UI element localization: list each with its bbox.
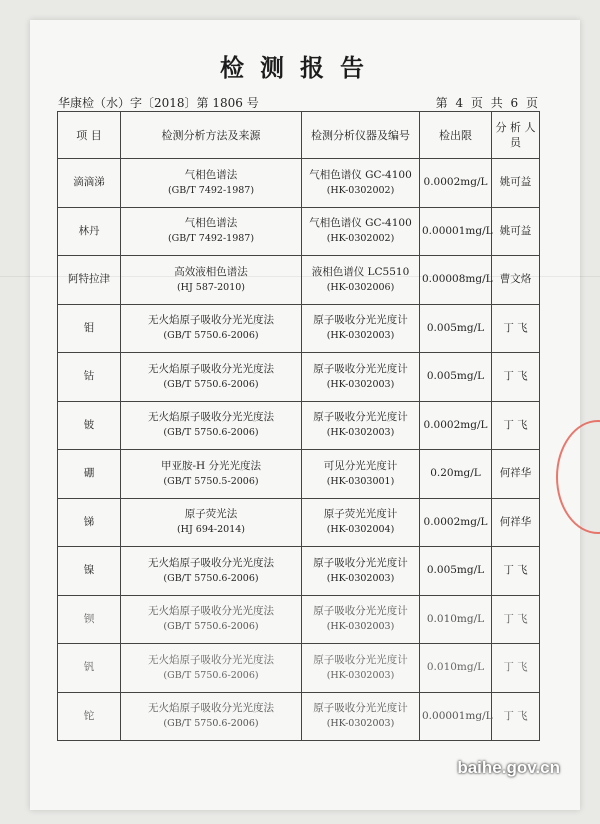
instrument-name: 原子吸收分光光度计 [313, 653, 408, 666]
limit-cell: 0.0002mg/L [420, 159, 492, 208]
header-method: 检测分析方法及来源 [121, 112, 302, 159]
analyst-cell: 何祥华 [492, 450, 540, 499]
instrument-name: 原子吸收分光光度计 [313, 362, 408, 375]
method-cell [121, 353, 302, 402]
report-title: 检测报告 [220, 53, 380, 82]
limit-cell: 0.010mg/L [420, 644, 492, 693]
instrument-cell [302, 401, 420, 450]
item-cell: 镍 [58, 547, 121, 596]
instrument-cell [302, 304, 420, 353]
item-cell: 阿特拉津 [58, 256, 121, 305]
table-row [58, 304, 540, 353]
method-name: 高效液相色谱法 [174, 265, 248, 278]
instrument-cell [302, 692, 420, 741]
item-cell: 铊 [58, 692, 121, 741]
method-standard: (GB/T 7492-1987) [167, 233, 255, 245]
analyst-cell: 丁 飞 [492, 401, 540, 450]
instrument-name: 原子吸收分光光度计 [313, 702, 408, 715]
limit-cell: 0.00008mg/L [420, 256, 492, 305]
instrument-id: (HK-0302003) [326, 427, 395, 439]
instrument-id: (HK-0302002) [326, 184, 395, 196]
item-cell: 钡 [58, 595, 121, 644]
method-cell [121, 644, 302, 693]
method-cell [121, 207, 302, 256]
table-row [58, 207, 540, 256]
report-number: 华康检（水）字〔2018〕第 1806 号 [58, 96, 259, 110]
table-row [58, 595, 540, 644]
method-name: 无火焰原子吸收分光光度法 [148, 556, 274, 569]
instrument-cell [302, 256, 420, 305]
method-name: 无火焰原子吸收分光光度法 [148, 314, 274, 327]
method-standard: (GB/T 5750.6-2006) [163, 427, 259, 439]
header-instrument: 检测分析仪器及编号 [302, 112, 420, 159]
header-limit: 检出限 [420, 112, 492, 159]
limit-cell: 0.00001mg/L [420, 207, 492, 256]
instrument-id: (HK-0302003) [326, 572, 395, 584]
site-watermark: baihe.gov.cn [457, 758, 560, 777]
method-name: 无火焰原子吸收分光光度法 [148, 653, 274, 666]
method-standard: (GB/T 5750.6-2006) [163, 378, 259, 390]
table-header-row [58, 112, 540, 159]
method-name: 气相色谱法 [184, 217, 238, 230]
method-standard: (GB/T 5750.5-2006) [163, 475, 259, 487]
instrument-cell [302, 644, 420, 693]
analyst-cell: 丁 飞 [492, 304, 540, 353]
instrument-cell [302, 353, 420, 402]
instrument-id: (HK-0302003) [326, 330, 395, 342]
table-row [58, 498, 540, 547]
instrument-id: (HK-0303001) [326, 475, 395, 487]
method-cell [121, 304, 302, 353]
instrument-id: (HK-0302006) [326, 281, 395, 293]
method-name: 无火焰原子吸收分光光度法 [148, 605, 274, 618]
instrument-name: 原子吸收分光光度计 [313, 314, 408, 327]
method-standard: (GB/T 5750.6-2006) [163, 621, 259, 633]
instrument-name: 原子荧光光度计 [323, 508, 398, 521]
limit-cell: 0.0002mg/L [420, 498, 492, 547]
instrument-cell [302, 159, 420, 208]
table-row [58, 159, 540, 208]
limit-cell: 0.20mg/L [420, 450, 492, 499]
analyst-cell: 姚可益 [492, 159, 540, 208]
method-standard: (GB/T 5750.6-2006) [163, 718, 259, 730]
method-cell [121, 595, 302, 644]
limit-cell: 0.0002mg/L [420, 401, 492, 450]
method-standard: (GB/T 5750.6-2006) [163, 330, 259, 342]
method-standard: (GB/T 5750.6-2006) [163, 669, 259, 681]
method-cell [121, 547, 302, 596]
instrument-name: 可见分光光度计 [323, 459, 398, 472]
instrument-cell [302, 595, 420, 644]
method-standard: (GB/T 5750.6-2006) [163, 572, 259, 584]
method-standard: (HJ 694-2014) [176, 524, 246, 536]
analyst-cell: 丁 飞 [492, 644, 540, 693]
item-cell: 锑 [58, 498, 121, 547]
item-cell: 钒 [58, 644, 121, 693]
method-cell [121, 256, 302, 305]
instrument-cell [302, 547, 420, 596]
analyst-cell: 丁 飞 [492, 547, 540, 596]
instrument-name: 原子吸收分光光度计 [313, 605, 408, 618]
instrument-id: (HK-0302003) [326, 718, 395, 730]
method-name: 甲亚胺-H 分光光度法 [160, 459, 262, 472]
table-row [58, 450, 540, 499]
method-cell [121, 159, 302, 208]
method-standard: (GB/T 7492-1987) [167, 184, 255, 196]
instrument-id: (HK-0302003) [326, 669, 395, 681]
limit-cell: 0.005mg/L [420, 547, 492, 596]
instrument-id: (HK-0302003) [326, 621, 395, 633]
instrument-name: 原子吸收分光光度计 [313, 411, 408, 424]
limit-cell: 0.005mg/L [420, 353, 492, 402]
limit-cell: 0.00001mg/L [420, 692, 492, 741]
table-row [58, 401, 540, 450]
table-row [58, 547, 540, 596]
limit-cell: 0.010mg/L [420, 595, 492, 644]
method-cell [121, 401, 302, 450]
method-cell [121, 450, 302, 499]
page-info: 第 4 页 共 6 页 [435, 96, 538, 110]
instrument-id: (HK-0302004) [326, 524, 395, 536]
instrument-name: 液相色谱仪 LC5510 [311, 265, 410, 278]
item-cell: 林丹 [58, 207, 121, 256]
instrument-cell [302, 450, 420, 499]
method-name: 原子荧光法 [184, 508, 238, 521]
instrument-name: 原子吸收分光光度计 [313, 556, 408, 569]
method-standard: (HJ 587-2010) [176, 281, 246, 293]
instrument-cell [302, 207, 420, 256]
method-name: 无火焰原子吸收分光光度法 [148, 702, 274, 715]
header-analyst: 分 析 人 员 [492, 112, 540, 159]
method-name: 无火焰原子吸收分光光度法 [148, 411, 274, 424]
instrument-id: (HK-0302003) [326, 378, 395, 390]
table-row [58, 692, 540, 741]
item-cell: 硼 [58, 450, 121, 499]
table-row [58, 644, 540, 693]
limit-cell: 0.005mg/L [420, 304, 492, 353]
instrument-cell [302, 498, 420, 547]
analyst-cell: 丁 飞 [492, 353, 540, 402]
analyst-cell: 何祥华 [492, 498, 540, 547]
item-cell: 钼 [58, 304, 121, 353]
method-name: 气相色谱法 [184, 168, 238, 181]
header-item: 项 目 [58, 112, 121, 159]
instrument-name: 气相色谱仪 GC-4100 [309, 168, 412, 181]
method-name: 无火焰原子吸收分光光度法 [148, 362, 274, 375]
analyst-cell: 丁 飞 [492, 692, 540, 741]
analyst-cell: 曹文烙 [492, 256, 540, 305]
method-cell [121, 498, 302, 547]
table-row [58, 353, 540, 402]
item-cell: 铍 [58, 401, 121, 450]
instrument-id: (HK-0302002) [326, 233, 395, 245]
table-row [58, 256, 540, 305]
method-cell [121, 692, 302, 741]
item-cell: 钴 [58, 353, 121, 402]
analyst-cell: 丁 飞 [492, 595, 540, 644]
analyst-cell: 姚可益 [492, 207, 540, 256]
item-cell: 滴滴涕 [58, 159, 121, 208]
analysis-table [57, 111, 540, 741]
instrument-name: 气相色谱仪 GC-4100 [309, 217, 412, 230]
